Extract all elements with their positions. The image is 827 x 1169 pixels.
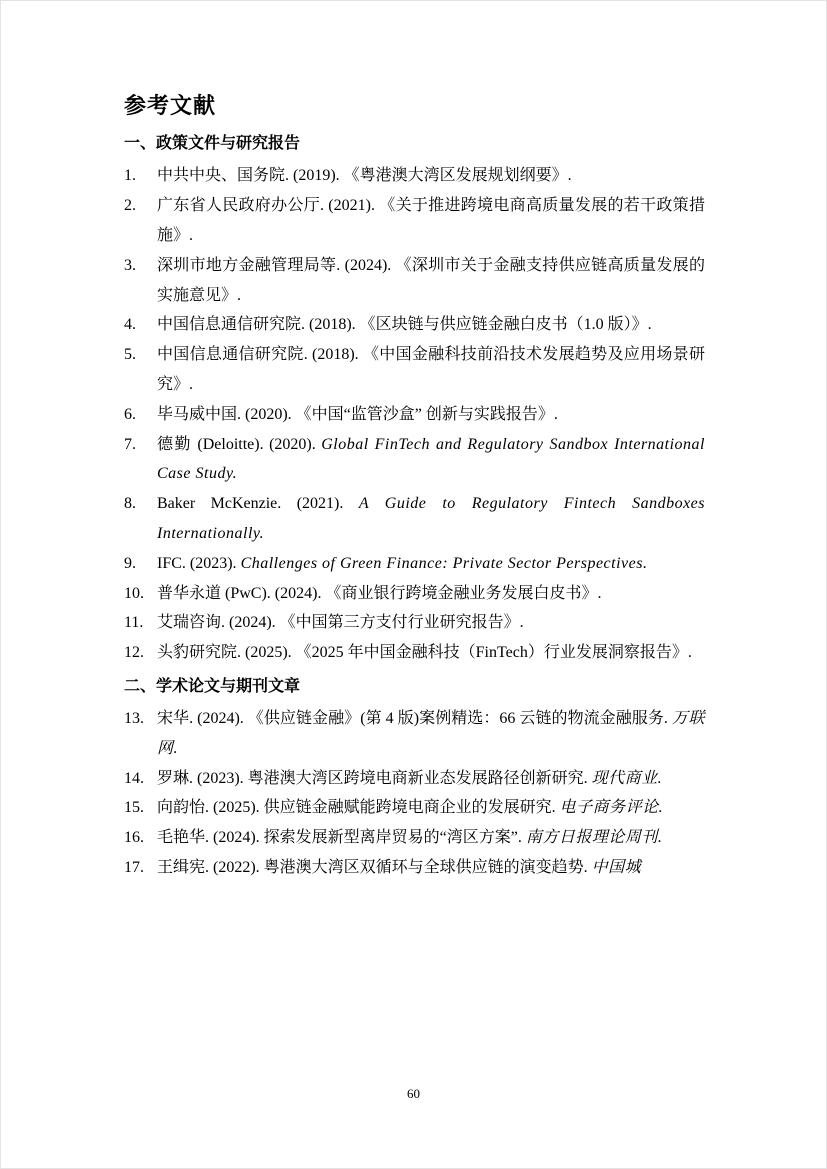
- section-heading: 二、学术论文与期刊文章: [124, 677, 301, 695]
- reference-item: [124, 430, 705, 490]
- reference-number: 12.: [124, 644, 144, 662]
- reference-text: 中共中央、国务院. (2019). 《粤港澳大湾区发展规划纲要》.: [157, 167, 572, 185]
- reference-text: 罗琳. (2023). 粤港澳大湾区跨境电商新业态发展路径创新研究.: [157, 769, 592, 787]
- reference-number: 6.: [124, 405, 136, 423]
- reference-source-italic: 万联网.: [157, 709, 705, 757]
- reference-text: 普华永道 (PwC). (2024). 《商业银行跨境金融业务发展白皮书》.: [157, 584, 602, 602]
- reference-text: 中国信息通信研究院. (2018). 《区块链与供应链金融白皮书（1.0 版）》.: [157, 316, 652, 334]
- reference-number: 14.: [124, 769, 144, 787]
- reference-item: [124, 793, 705, 823]
- reference-item: [124, 608, 705, 638]
- reference-item: [124, 340, 705, 400]
- reference-number: 17.: [124, 858, 144, 876]
- reference-number: 9.: [124, 554, 136, 572]
- reference-item: [124, 251, 705, 311]
- reference-text: 头豹研究院. (2025). 《2025 年中国金融科技（FinTech）行业发展洞察报告》.: [157, 644, 692, 662]
- reference-number: 15.: [124, 799, 144, 817]
- reference-text: 毛艳华. (2024). 探索发展新型离岸贸易的“湾区方案”.: [157, 829, 526, 847]
- reference-text: 艾瑞咨询. (2024). 《中国第三方支付行业研究报告》.: [157, 614, 524, 632]
- reference-number: 1.: [124, 167, 136, 185]
- reference-number: 8.: [124, 495, 136, 513]
- reference-text: 中国信息通信研究院. (2018). 《中国金融科技前沿技术发展趋势及应用场景研究》.: [157, 346, 705, 393]
- reference-source-italic: Challenges of Green Finance: Private Sector Perspectives.: [240, 554, 648, 572]
- reference-item: [124, 161, 705, 191]
- reference-number: 7.: [124, 435, 136, 453]
- document-title: 参考文献: [124, 93, 217, 118]
- reference-item: [124, 191, 705, 251]
- reference-number: 11.: [124, 614, 144, 632]
- reference-item: [124, 823, 705, 853]
- section-heading: 一、政策文件与研究报告: [124, 135, 301, 153]
- reference-source-italic: Global FinTech and Regulatory Sandbox International Case Study.: [157, 435, 706, 483]
- reference-text: 深圳市地方金融管理局等. (2024). 《深圳市关于金融支持供应链高质量发展的实施意见》.: [157, 256, 705, 304]
- reference-item: [124, 400, 705, 430]
- reference-number: 5.: [124, 346, 136, 364]
- reference-number: 2.: [124, 197, 136, 215]
- reference-number: 16.: [124, 829, 144, 847]
- reference-item: [124, 638, 705, 668]
- reference-text: 德勤 (Deloitte). (2020).: [157, 435, 322, 453]
- reference-source-italic: A Guide to Regulatory Fintech Sandboxes Internationally.: [157, 495, 706, 542]
- reference-text: 宋华. (2024). 《供应链金融》(第 4 版)案例精选：66 云链的物流金融服务.: [157, 709, 672, 727]
- reference-item: [124, 549, 705, 579]
- reference-number: 10.: [124, 584, 144, 602]
- reference-text: 毕马威中国. (2020). 《中国“监管沙盒” 创新与实践报告》.: [157, 405, 558, 423]
- page-number: 60: [407, 1086, 420, 1101]
- reference-text: Baker McKenzie. (2021).: [157, 495, 359, 513]
- reference-item: [124, 764, 705, 794]
- reference-number: 13.: [124, 709, 144, 727]
- reference-item: [124, 489, 705, 549]
- reference-source-italic: 中国城: [591, 858, 642, 876]
- references-list: [124, 132, 705, 882]
- reference-source-italic: 南方日报理论周刊.: [525, 829, 663, 847]
- reference-text: IFC. (2023).: [157, 554, 241, 572]
- reference-number: 4.: [124, 316, 136, 334]
- reference-text: 向韵怡. (2025). 供应链金融赋能跨境电商企业的发展研究.: [157, 799, 560, 817]
- reference-item: [124, 853, 705, 883]
- reference-text: 王缉宪. (2022). 粤港澳大湾区双循环与全球供应链的演变趋势.: [157, 858, 592, 876]
- reference-source-italic: 现代商业.: [591, 769, 663, 787]
- reference-number: 3.: [124, 256, 136, 274]
- reference-text: 广东省人民政府办公厅. (2021). 《关于推进跨境电商高质量发展的若干政策措施》.: [157, 197, 705, 244]
- reference-item: [124, 704, 705, 764]
- reference-item: [124, 579, 705, 609]
- reference-source-italic: 电子商务评论.: [559, 799, 664, 817]
- reference-item: [124, 310, 705, 340]
